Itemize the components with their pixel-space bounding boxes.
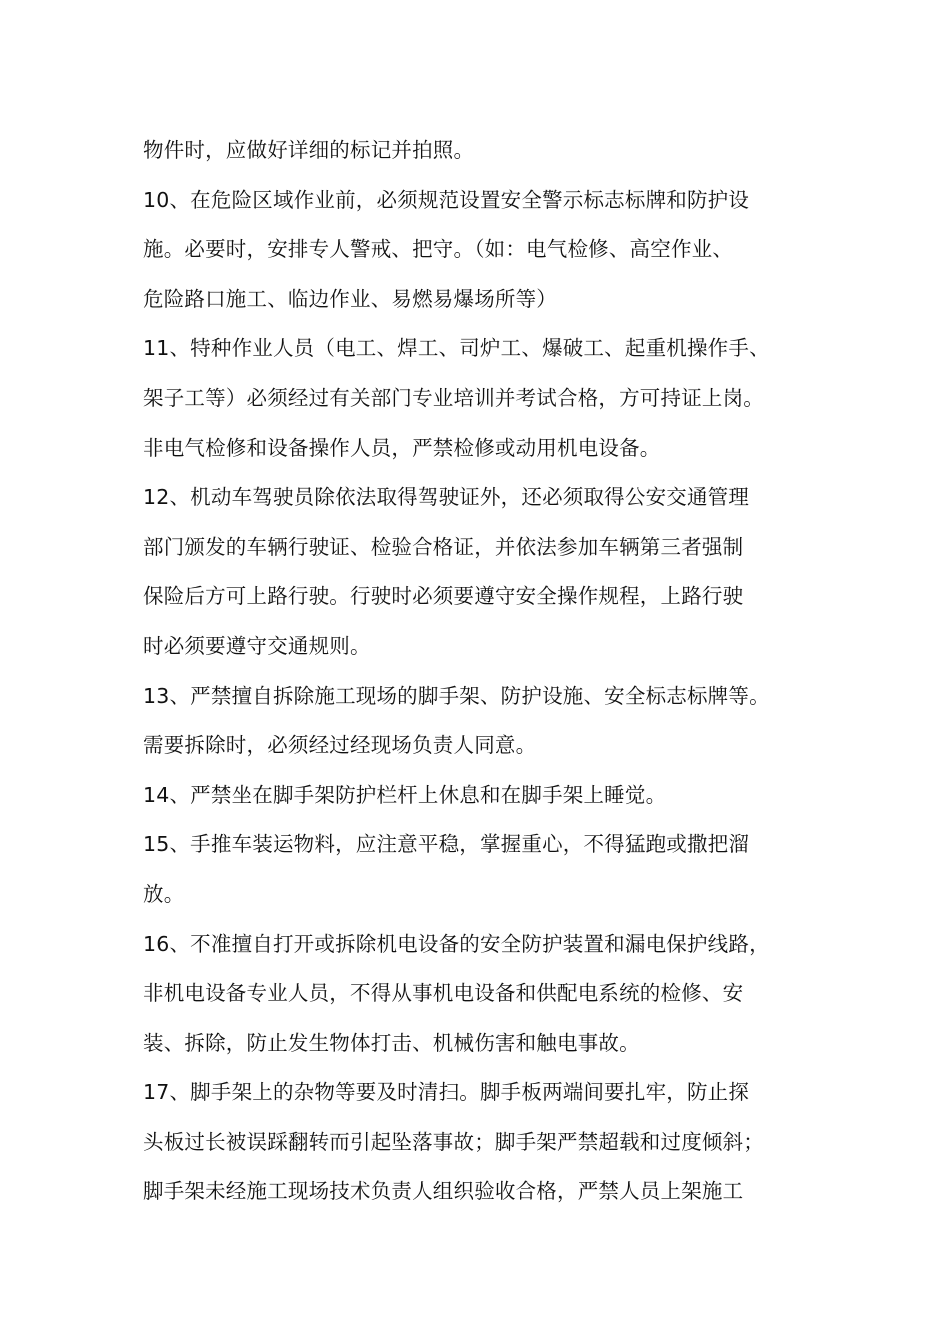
text-line: 10、在危险区域作业前，必须规范设置安全警示标志标牌和防护设 bbox=[143, 187, 750, 212]
text-line: 放。 bbox=[143, 881, 185, 906]
text-line: 需要拆除时，必须经过经现场负责人同意。 bbox=[143, 733, 537, 758]
text-line: 危险路口施工、临边作业、易燃易爆场所等） bbox=[143, 286, 557, 311]
text-line: 架子工等）必须经过有关部门专业培训并考试合格，方可持证上岗。 bbox=[143, 385, 764, 410]
text-line: 脚手架未经施工现场技术负责人组织验收合格，严禁人员上架施工 bbox=[143, 1179, 744, 1204]
text-line: 11、特种作业人员（电工、焊工、司炉工、爆破工、起重机操作手、 bbox=[143, 336, 770, 361]
text-line: 非机电设备专业人员，不得从事机电设备和供配电系统的检修、安 bbox=[143, 981, 744, 1006]
text-line: 时必须要遵守交通规则。 bbox=[143, 633, 371, 658]
text-line: 17、脚手架上的杂物等要及时清扫。脚手板两端间要扎牢，防止探 bbox=[143, 1080, 750, 1105]
text-line: 头板过长被误踩翻转而引起坠落事故；脚手架严禁超载和过度倾斜； bbox=[143, 1129, 764, 1154]
document-body bbox=[143, 126, 823, 1217]
text-line: 非电气检修和设备操作人员，严禁检修或动用机电设备。 bbox=[143, 435, 661, 460]
text-line: 保险后方可上路行驶。行驶时必须要遵守安全操作规程，上路行驶 bbox=[143, 584, 744, 609]
text-line: 12、机动车驾驶员除依法取得驾驶证外，还必须取得公安交通管理 bbox=[143, 485, 750, 510]
text-line: 13、严禁擅自拆除施工现场的脚手架、防护设施、安全标志标牌等。 bbox=[143, 683, 770, 708]
text-line: 15、手推车装运物料，应注意平稳，掌握重心，不得猛跑或撒把溜 bbox=[143, 832, 750, 857]
text-line: 16、不准擅自打开或拆除机电设备的安全防护装置和漏电保护线路， bbox=[143, 931, 770, 956]
text-line: 14、严禁坐在脚手架防护栏杆上休息和在脚手架上睡觉。 bbox=[143, 782, 667, 807]
text-line: 装、拆除，防止发生物体打击、机械伤害和触电事故。 bbox=[143, 1030, 640, 1055]
text-line: 物件时，应做好详细的标记并拍照。 bbox=[143, 138, 475, 162]
text-line: 施。必要时，安排专人警戒、把守。（如：电气检修、高空作业、 bbox=[143, 237, 734, 262]
text-line: 部门颁发的车辆行驶证、检验合格证，并依法参加车辆第三者强制 bbox=[143, 534, 744, 559]
